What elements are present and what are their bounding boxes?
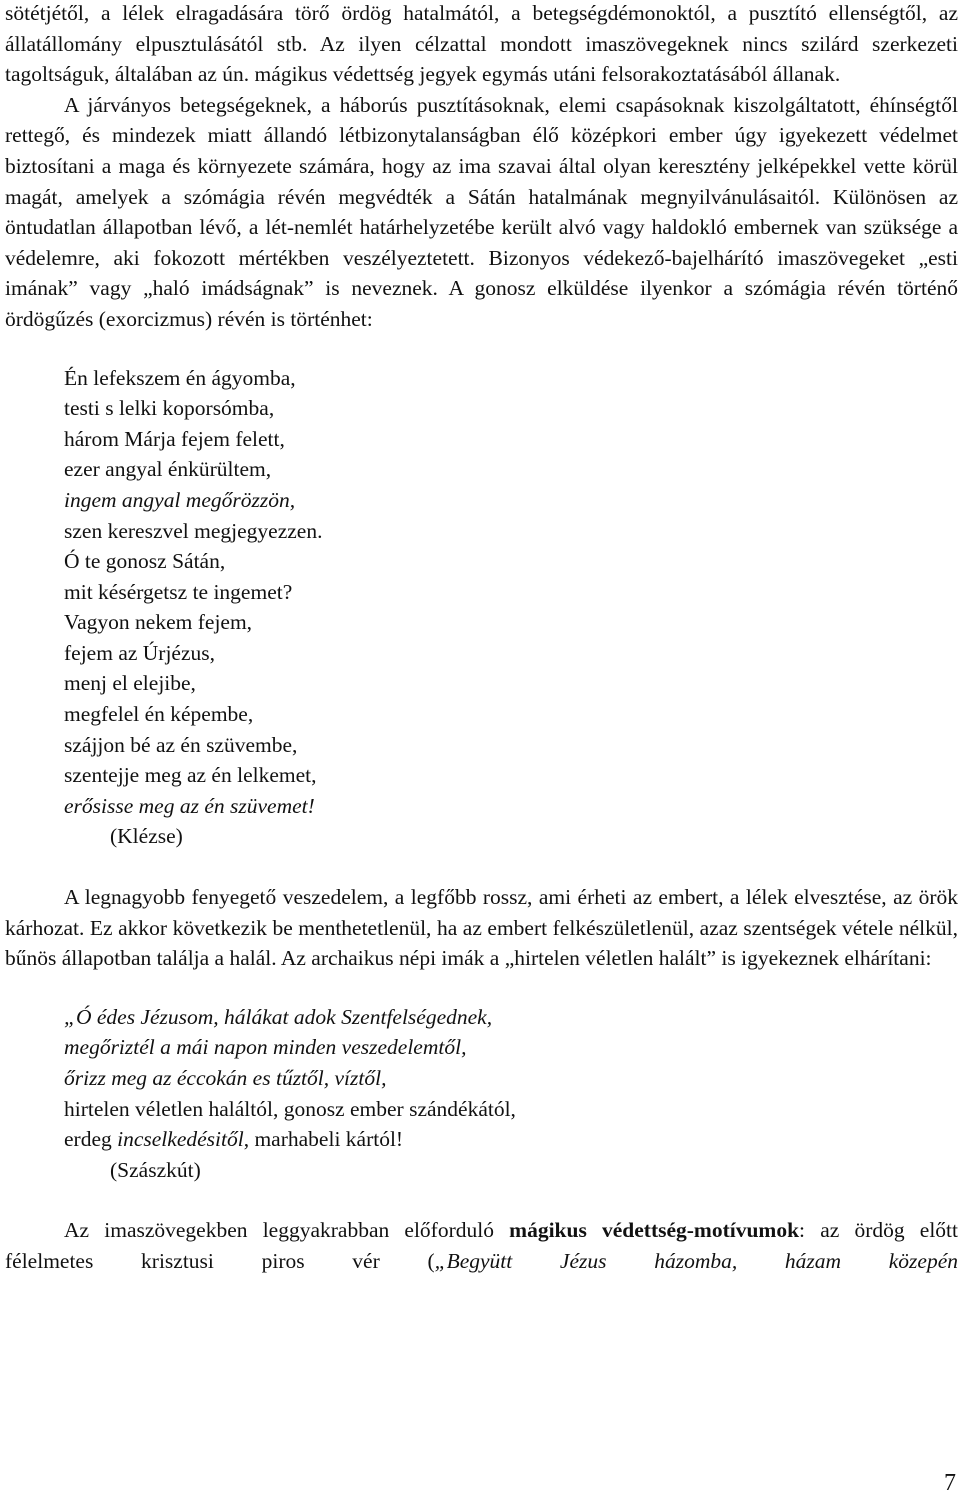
poem-text: , marhabeli kártól! [243,1127,404,1152]
poem-text-italic: incselkedésitől [117,1127,244,1152]
bold-term: mágikus védettség-motívumok [509,1218,800,1243]
poem-line [64,1124,958,1155]
document-page [5,0,958,1277]
poem-line: szen kereszvel megjegyezzen. [64,518,323,543]
poem-line: fejem az Úrjézus, [64,640,216,665]
text: Az imaszövegekben leggyakrabban előforduló [64,1218,510,1243]
poem-text: erdeg [64,1127,118,1152]
italic-quote: „Begyütt Jézus házomba, házam közepén [434,1248,958,1273]
text: : az ördög előtt félelmetes krisztusi piros vér ( [5,1218,958,1273]
spacer [5,852,958,882]
poem-line: ezer angyal énkürültem, [64,457,272,482]
paragraph-intro: sötétjétől, a lélek elragadására törő ördög hatalmától, a betegségdémonoktól, a pusztító ellenségtől, az állatállomány elpusztulásától stb. Az ilyen célzattal mondott imaszövegeknek nincs szilárd szerkezeti tagoltságuk, általában az ún. mágikus védettség jegyek egymás utáni felsorakoztatásából állanak. [5,1,958,87]
poem-source: (Szászkút) [110,1157,201,1182]
poem-line: hirtelen véletlen haláltól, gonosz ember szándékától, [64,1096,516,1121]
poem-line: menj el elejibe, [64,671,196,696]
prayer-klezse [64,363,958,853]
poem-line: Én lefekszem én ágyomba, [64,365,296,390]
poem-line: ingem angyal megőrözzön, [64,487,296,512]
poem-line: szentejje meg az én lelkemet, [64,763,317,788]
paragraph-damnation: A legnagyobb fenyegető veszedelem, a legfőbb rossz, ami érheti az embert, a lélek elvesztése, az örök kárhozat. Ez akkor következik be menthetetlenül, ha az embert felkészületlenül, azaz szentségek vétele nélkül, bűnös állapotban találja a halál. Az archaikus népi imák a „hirtelen véletlen halált” is igyekeznek elhárítani: [5,885,958,971]
poem-source: (Klézse) [110,824,183,849]
poem-line: „Ó édes Jézusom, hálákat adok Szentfelségednek, [64,1004,493,1029]
poem-line: Ó te gonosz Sátán, [64,549,226,574]
paragraph-motifs [5,1215,958,1276]
prayer-szaszkut [64,1002,958,1186]
paragraph-protection: A járványos betegségeknek, a háborús pusztításoknak, elemi csapásoknak kiszolgáltatott, éhínségtől rettegő, és mindezek miatt állandó létbizonytalanságban élő középkori ember úgy igyekezett védelmet biztosítani a maga és környezete számára, hogy az ima szavai által olyan keresztény jelképekkel vette körül magát, amelyek a szómágia révén megvédték a Sátán hatalmának megnyilvánulásaitól. Különösen az öntudatlan állapotban lévő, a lét-nemlét határhelyzetébe került alvó vagy haldokló embernek van szüksége a védelemre, aki fokozott mértékben veszélyeztetett. Bizonyos védekező-bajelhárító imaszövegeket „esti imának” vagy „haló imádságnak” is neveznek. A gonosz elküldése ilyenkor a szómágia révén történő ördögűzés (exorcizmus) révén is történhet: [5,92,958,331]
poem-line: szájjon bé az én szüvembe, [64,732,298,757]
poem-line: megfelel én képembe, [64,702,254,727]
spacer [5,1185,958,1215]
poem-line: mit késérgetsz te ingemet? [64,579,293,604]
poem-line: testi s lelki koporsómba, [64,396,275,421]
poem-line: Vagyon nekem fejem, [64,610,253,635]
poem-line: erősisse meg az én szüvemet! [64,793,315,818]
poem-line: őrizz meg az éccokán es tűztől, víztől, [64,1066,387,1090]
poem-line: megőriztél a mái napon minden veszedelemtől, [64,1035,467,1060]
page-number: 7 [944,1470,956,1496]
poem-line: három Márja fejem felett, [64,426,285,451]
